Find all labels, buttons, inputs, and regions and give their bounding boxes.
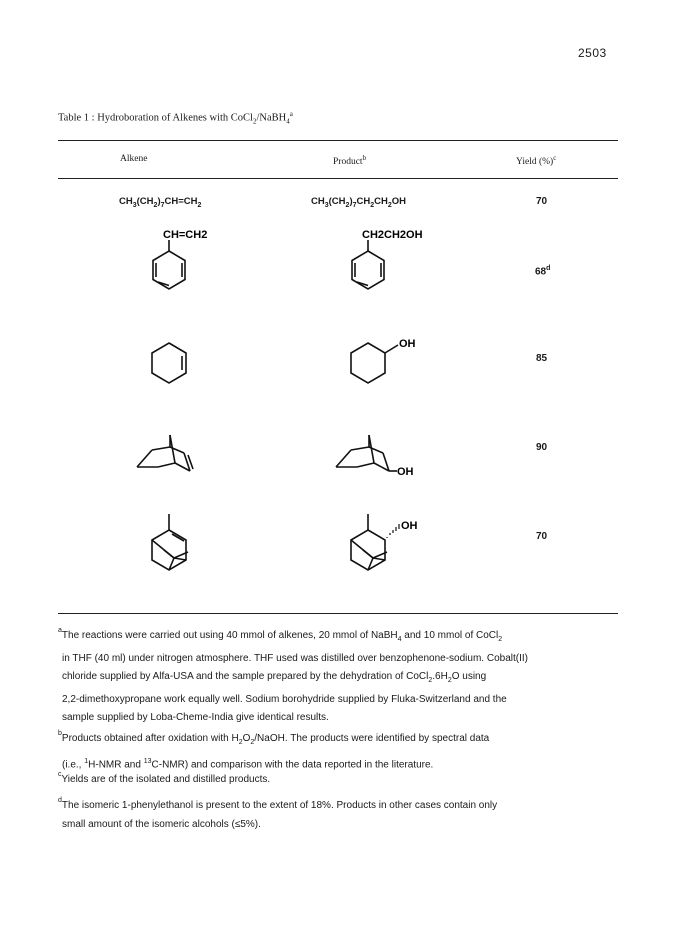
yield-value: 85	[536, 353, 548, 364]
table-bottom-rule	[58, 613, 618, 614]
alkene-formula-decene: $CH_3(CH_2)_7CH=CH_2$	[119, 196, 202, 209]
yield-value: 70	[536, 531, 548, 542]
table-caption: Table 1 : Hydroboration of Alkenes with CoCl$_2$/NaBH$_4^a$	[58, 110, 293, 126]
norborneol-structure	[329, 425, 429, 485]
isopinocampheol-structure	[339, 510, 434, 590]
footnote-a: $^a$The reactions were carried out using 40 mmol of alkenes, 20 mmol of NaBH$_4$ and 10 mmol of CoCl$_2$ in THF (40 ml) under nitrogen atmosphere. THF used was distilled over benzophenone-sodium. Cobalt(II) chloride supplied by Alfa-USA and the sample prepared by the dehydration of $CoCl_2.6H_2O$ using 2,2-dimethoxypropane work equally well. Sodium borohydride supplied by Fluka-Switzerland and the sample supplied by Loba-Cheme-India give identical results.	[58, 627, 528, 723]
footnote-b: $^b$Products obtained after oxidation with $H_2O_2$/NaOH. The products were identified by spectral data (i.e., $^1$H-NMR and $^{13}$C-NMR) and comparison with the data reported in the literature.	[58, 730, 490, 770]
cyclohexene-structure	[140, 335, 200, 390]
svg-text:OH: OH	[401, 520, 418, 532]
column-header-alkene: Alkene	[120, 154, 148, 164]
norbornene-structure	[130, 425, 200, 485]
alpha-pinene-structure	[140, 510, 200, 590]
svg-text:CH=CH2: CH=CH2	[163, 229, 208, 241]
svg-text:OH: OH	[399, 338, 416, 350]
product-formula-decanol: $CH_3(CH_2)_7CH_2CH_2OH$	[311, 196, 407, 209]
table-header-rule	[58, 178, 618, 179]
yield-value: 70	[536, 196, 548, 207]
phenylethanol-structure	[339, 225, 429, 300]
footnote-d: $^d$The isomeric 1-phenylethanol is present to the extent of 18%. Products in other cases contain only small amount of the isomeric alcohols (≤5%).	[58, 797, 498, 830]
yield-value: 90	[536, 442, 548, 453]
column-header-product: Product$^b$	[333, 154, 367, 168]
yield-value: 68$^d$	[535, 265, 551, 278]
footnote-c: $^c$Yields are of the isolated and distilled products.	[58, 771, 271, 785]
column-header-yield: Yield (%)$^c$	[516, 154, 557, 168]
svg-text:OH: OH	[397, 466, 414, 478]
table-top-rule	[58, 140, 618, 141]
svg-text:CH2CH2OH: CH2CH2OH	[362, 229, 423, 241]
page-number: 2503	[578, 46, 607, 60]
cyclohexanol-structure	[339, 335, 429, 390]
styrene-structure	[140, 225, 208, 300]
